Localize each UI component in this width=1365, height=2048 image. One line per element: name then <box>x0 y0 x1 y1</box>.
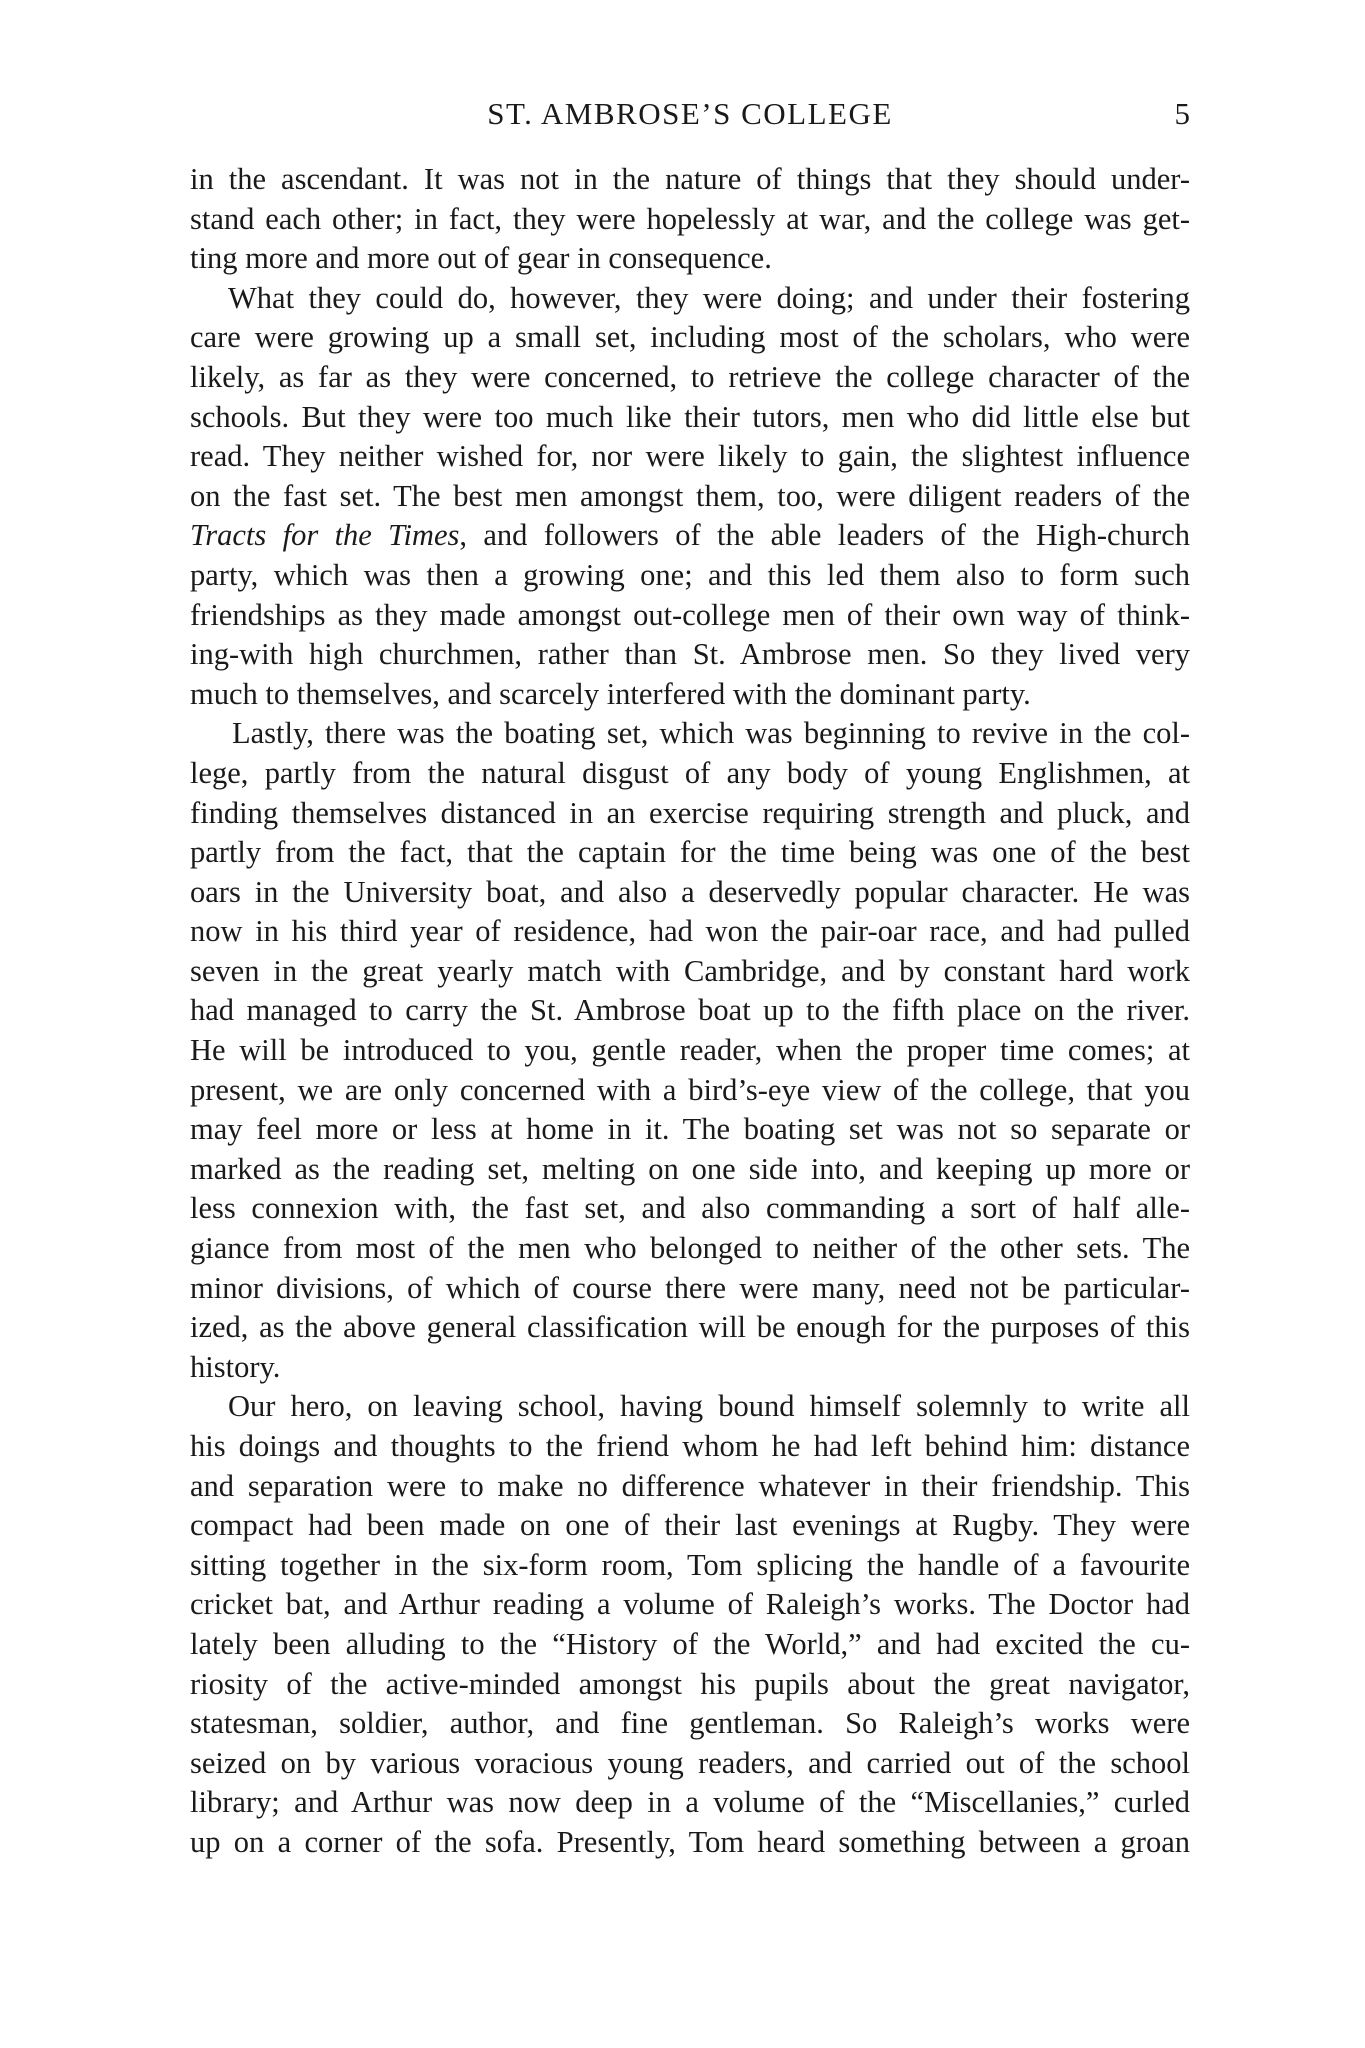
text-line: likely, as far as they were concerned, to retrieve the college character of the <box>190 359 1190 394</box>
text-line: seven in the great yearly match with Cambridge, and by constant hard work <box>190 953 1190 988</box>
text-line: on the fast set. The best men amongst them, too, were diligent readers of the <box>190 478 1190 513</box>
text-line: ting more and more out of gear in consequence. <box>190 241 772 276</box>
paragraph-3 <box>190 714 1190 1387</box>
text-line: library; and Arthur was now deep in a volume of the “Miscellanies,” curled <box>190 1785 1190 1820</box>
text-line: marked as the reading set, melting on one side into, and keeping up more or <box>190 1151 1190 1186</box>
text-line: party, which was then a growing one; and this led them also to form such <box>190 557 1190 592</box>
text-line: compact had been made on one of their last evenings at Rugby. They were <box>190 1508 1190 1543</box>
text-line: stand each other; in fact, they were hopelessly at war, and the college was get- <box>190 201 1190 236</box>
text-line: minor divisions, of which of course there were many, need not be particular- <box>190 1270 1190 1305</box>
text-line: friendships as they made amongst out-college men of their own way of think- <box>190 597 1190 632</box>
paragraph-2 <box>190 279 1190 715</box>
text-line: oars in the University boat, and also a deservedly popular character. He was <box>190 874 1190 909</box>
text-line: What they could do, however, they were doing; and under their fostering <box>228 280 1190 315</box>
text-line: up on a corner of the sofa. Presently, Tom heard something between a groan <box>190 1824 1190 1859</box>
text-line: present, we are only concerned with a bird’s-eye view of the college, that you <box>190 1072 1190 1107</box>
text-line: ized, as the above general classification will be enough for the purposes of this <box>190 1310 1190 1345</box>
text-line: care were growing up a small set, including most of the scholars, who were <box>190 320 1190 355</box>
running-title: ST. AMBROSE’S COLLEGE <box>487 96 893 131</box>
paragraph-1 <box>190 160 1190 279</box>
text-line: had managed to carry the St. Ambrose boat up to the fifth place on the river. <box>190 993 1190 1028</box>
text-line: giance from most of the men who belonged to neither of the other sets. The <box>190 1231 1190 1266</box>
text-line: riosity of the active-minded amongst his pupils about the great navigator, <box>190 1666 1190 1701</box>
italic-title: Tracts for the Times <box>190 518 460 553</box>
text-line-with-italic-title <box>190 516 1190 556</box>
text-line: sitting together in the six-form room, Tom splicing the handle of a favourite <box>190 1547 1190 1582</box>
text-line: finding themselves distanced in an exercise requiring strength and pluck, and <box>190 795 1190 830</box>
text-line: statesman, soldier, author, and fine gentleman. So Raleigh’s works were <box>190 1706 1190 1741</box>
text-line: in the ascendant. It was not in the nature of things that they should under- <box>190 162 1190 196</box>
page-number: 5 <box>1174 96 1190 131</box>
paragraph-4 <box>190 1387 1190 1862</box>
text-line: read. They neither wished for, nor were likely to gain, the slightest influence <box>190 439 1190 474</box>
text-line: Our hero, on leaving school, having bound himself solemnly to write all <box>228 1389 1190 1424</box>
text-line: history. <box>190 1349 281 1384</box>
text-line: much to themselves, and scarcely interfered with the dominant party. <box>190 676 1031 711</box>
text-line: less connexion with, the fast set, and also commanding a sort of half alle- <box>190 1191 1190 1226</box>
text-line: lately been alluding to the “History of the World,” and had excited the cu- <box>190 1626 1190 1661</box>
text-line: schools. But they were too much like their tutors, men who did little else but <box>190 399 1190 434</box>
text-line: lege, partly from the natural disgust of any body of young Englishmen, at <box>190 755 1190 790</box>
text-line: He will be introduced to you, gentle reader, when the proper time comes; at <box>190 1033 1190 1068</box>
text-line: cricket bat, and Arthur reading a volume of Raleigh’s works. The Doctor had <box>190 1587 1190 1622</box>
text-line: Lastly, there was the boating set, which was beginning to revive in the col- <box>232 716 1190 751</box>
text-line: now in his third year of residence, had won the pair-oar race, and had pulled <box>190 914 1190 949</box>
text-line: and separation were to make no difference whatever in their friendship. This <box>190 1468 1190 1503</box>
body-text <box>190 160 1190 1863</box>
running-head <box>190 92 1190 136</box>
text-line: his doings and thoughts to the friend whom he had left behind him: distance <box>190 1429 1190 1463</box>
text-line: seized on by various voracious young readers, and carried out of the school <box>190 1745 1190 1780</box>
text-line: ing-with high churchmen, rather than St. Ambrose men. So they lived very <box>190 637 1190 672</box>
text-fragment: , and followers of the able leaders of the High-church <box>459 518 1190 553</box>
text-line: may feel more or less at home in it. The boating set was not so separate or <box>190 1112 1190 1147</box>
text-line: partly from the fact, that the captain for the time being was one of the best <box>190 835 1190 870</box>
